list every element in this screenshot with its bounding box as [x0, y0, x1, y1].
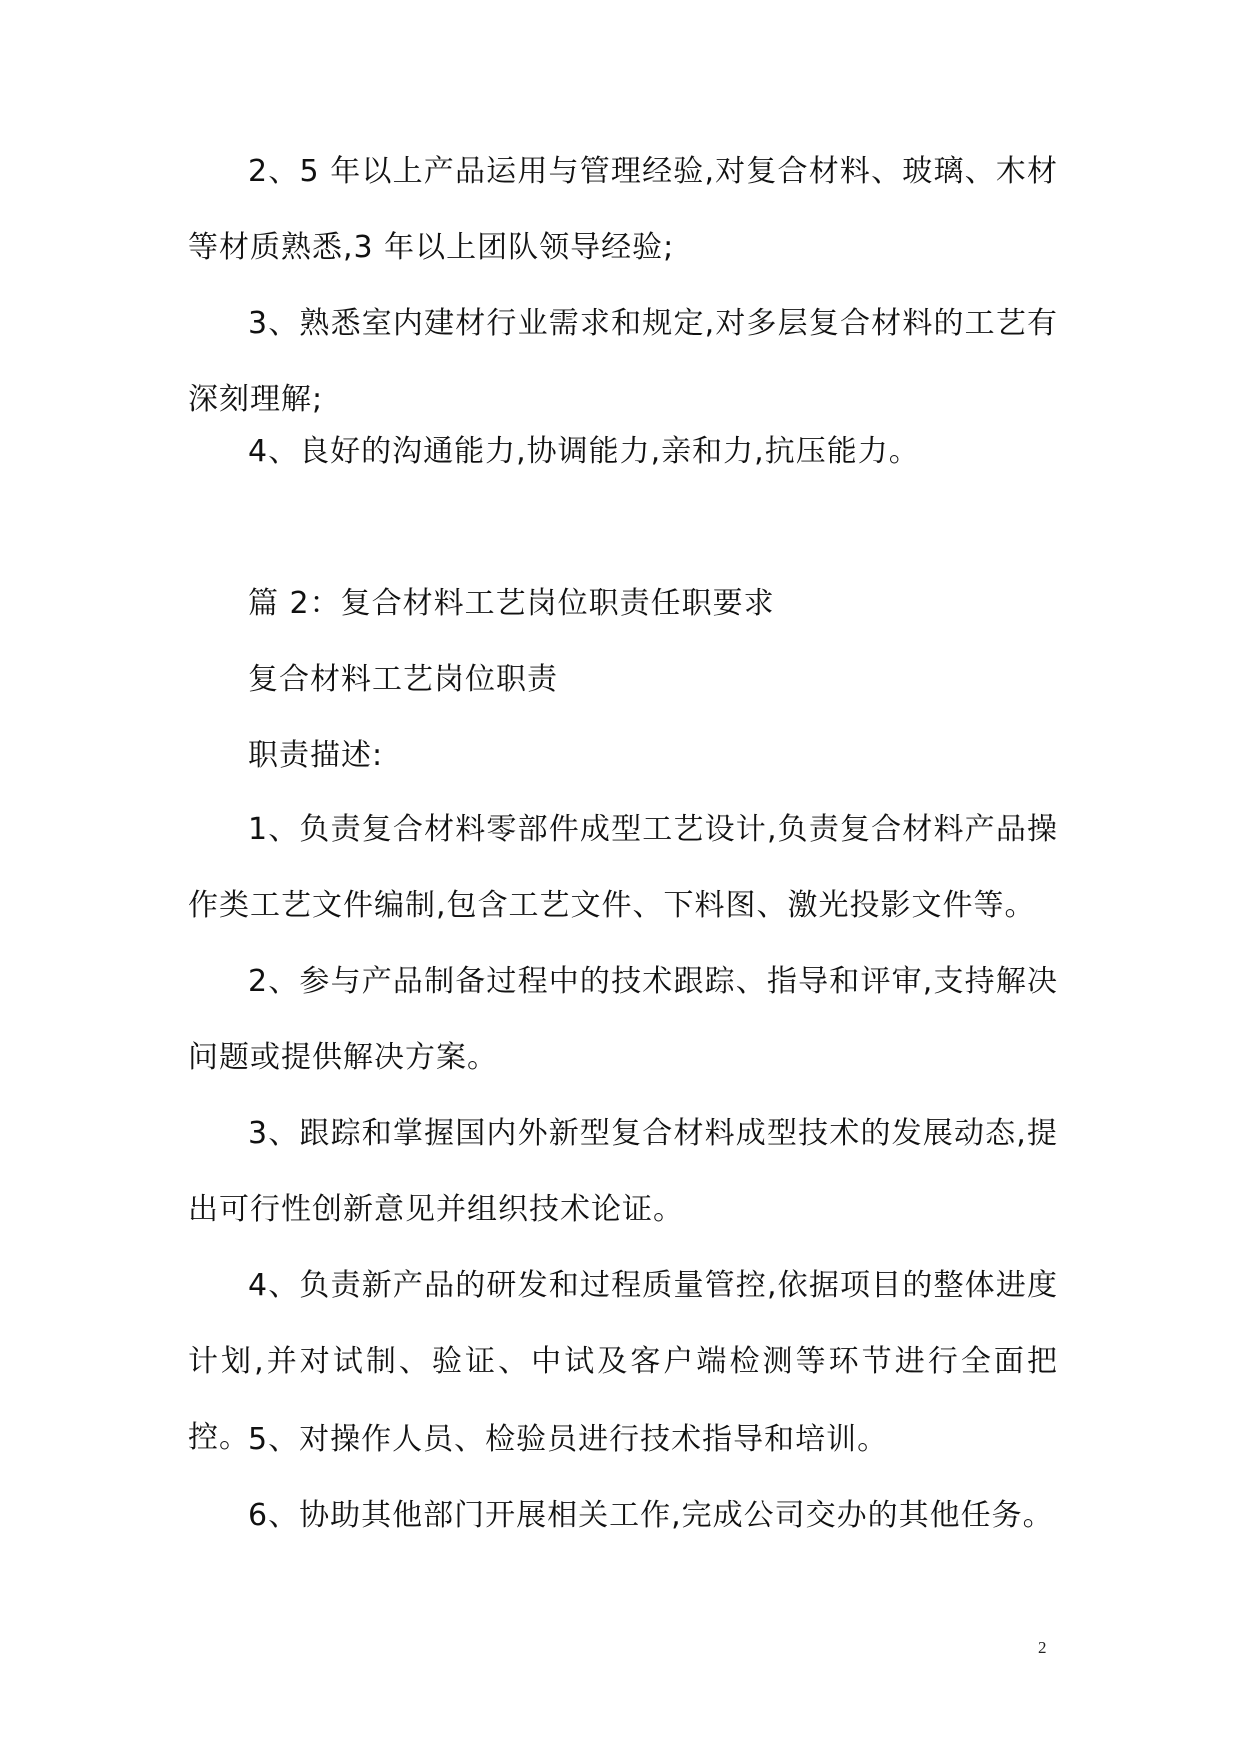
- duty-paragraph-2: 2、参与产品制备过程中的技术跟踪、指导和评审,支持解决问题或提供解决方案。: [188, 964, 1058, 1075]
- requirement-paragraph-3: 3、熟悉室内建材行业需求和规定,对多层复合材料的工艺有深刻理解;: [188, 306, 1058, 417]
- subsection-title: 复合材料工艺岗位职责: [248, 662, 558, 697]
- section-title: 篇 2：复合材料工艺岗位职责任职要求: [248, 586, 775, 621]
- duty-paragraph-4: 4、负责新产品的研发和过程质量管控,依据项目的整体进度计划,并对试制、验证、中试及客户端检测等环节进行全面把控。: [188, 1268, 1058, 1455]
- duty-paragraph-6: 6、协助其他部门开展相关工作,完成公司交办的其他任务。: [248, 1498, 1054, 1533]
- duties-heading: 职责描述:: [248, 738, 384, 773]
- duty-paragraph-3: 3、跟踪和掌握国内外新型复合材料成型技术的发展动态,提出可行性创新意见并组织技术论证。: [188, 1116, 1058, 1227]
- duty-paragraph-5: 5、对操作人员、检验员进行技术指导和培训。: [248, 1422, 889, 1457]
- duty-paragraph-1: 1、负责复合材料零部件成型工艺设计,负责复合材料产品操作类工艺文件编制,包含工艺文件、下料图、激光投影文件等。: [188, 812, 1058, 923]
- requirement-paragraph-4: 4、良好的沟通能力,协调能力,亲和力,抗压能力。: [248, 434, 920, 469]
- page-number: 2: [1038, 1638, 1047, 1657]
- requirement-paragraph-2: 2、5 年以上产品运用与管理经验,对复合材料、玻璃、木材等材质熟悉,3 年以上团队领导经验;: [188, 154, 1058, 265]
